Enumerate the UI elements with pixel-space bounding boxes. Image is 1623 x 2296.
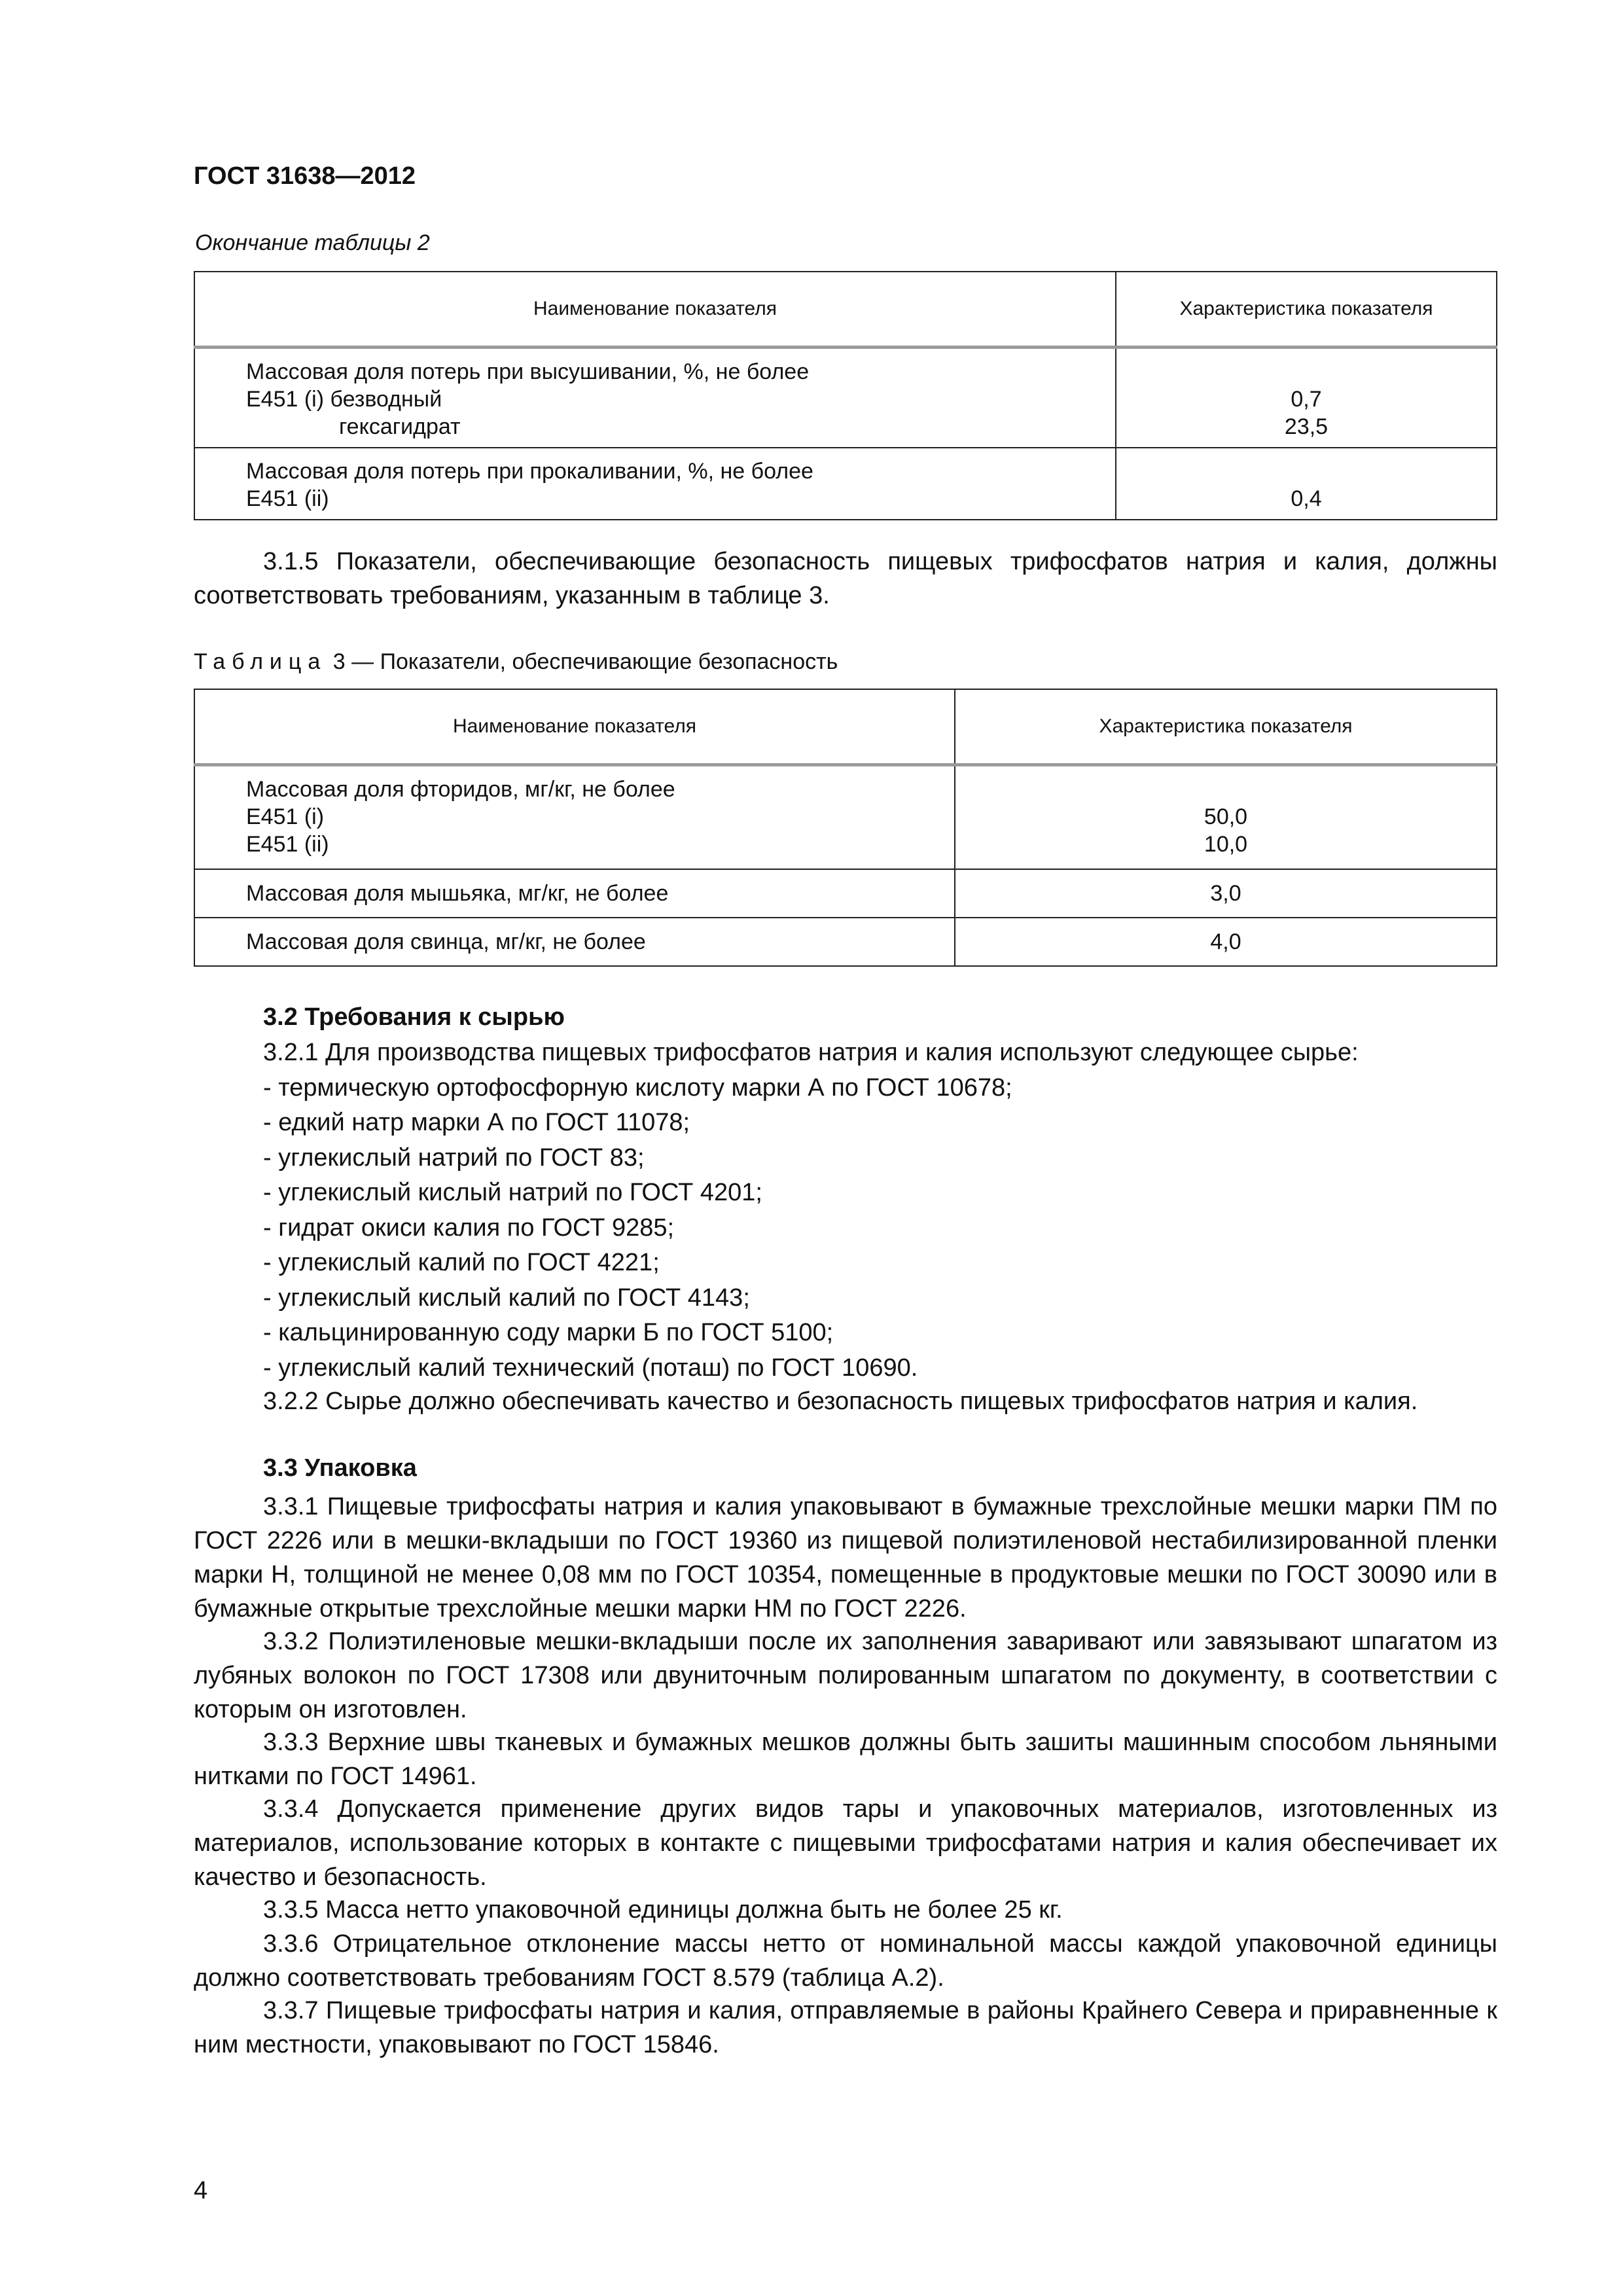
list-item: - гидрат окиси калия по ГОСТ 9285;	[263, 1213, 675, 1242]
paragraph-3-3-4: 3.3.4 Допускается применение других видов тары и упаковочных материалов, изготовленных из материалов, использование которых в контакте с пищевыми трифосфатами натрия и калия обеспечивает их качество и безопасность.	[194, 1795, 1497, 1891]
page-number: 4	[194, 2177, 208, 2204]
paragraph-3-3-3: 3.3.3 Верхние швы тканевых и бумажных мешков должны быть зашиты машинным способом льняными нитками по ГОСТ 14961.	[194, 1729, 1497, 1790]
list-item: - кальцинированную соду марки Б по ГОСТ 5100;	[263, 1319, 834, 1346]
table2-row1-value1: 0,7	[1291, 386, 1322, 412]
list-item: - едкий натр марки А по ГОСТ 11078;	[263, 1109, 690, 1136]
table3-row2-value: 3,0	[955, 869, 1497, 918]
document-header: ГОСТ 31638—2012	[194, 162, 416, 190]
list-item: - углекислый кислый натрий по ГОСТ 4201;	[263, 1179, 762, 1206]
table2-row1-name: Массовая доля потерь при высушивании, %, не более	[246, 359, 810, 384]
paragraph-3-3-7: 3.3.7 Пищевые трифосфаты натрия и калия, отправляемые в районы Крайнего Севера и приравненные к ним местности, упаковывают по ГОСТ 15846.	[194, 1997, 1497, 2058]
table3-row3-value: 4,0	[955, 918, 1497, 966]
paragraph-3-3-2: 3.3.2 Полиэтиленовые мешки-вкладыши после их заполнения заваривают или завязывают шпагатом из лубяных волокон по ГОСТ 17308 или двуниточным полированным шпагатом по документу, в соответствии с которым он изготовлен.	[194, 1628, 1497, 1723]
table2-row2-value: 0,4	[1291, 486, 1322, 511]
table-row	[194, 918, 1497, 966]
table-row	[194, 347, 1497, 448]
table3	[194, 689, 1497, 967]
table2-row2-sub1: Е451 (ii)	[246, 486, 329, 511]
table3-header-name: Наименование показателя	[194, 689, 955, 764]
table3-header-value: Характеристика показателя	[955, 689, 1497, 764]
table2-row2-name: Массовая доля потерь при прокаливании, %, не более	[246, 458, 813, 484]
list-item: - углекислый калий технический (поташ) по ГОСТ 10690.	[263, 1354, 918, 1382]
table2-header-name: Наименование показателя	[194, 272, 1116, 347]
list-item: - углекислый калий по ГОСТ 4221;	[263, 1249, 660, 1276]
table3-row1-value1: 50,0	[1204, 804, 1248, 829]
table-row	[194, 448, 1497, 520]
paragraph-3-1-5: 3.1.5 Показатели, обеспечивающие безопасность пищевых трифосфатов натрия и калия, должны соответствовать требованиям, указанным в таблице 3.	[194, 548, 1497, 609]
table2-row1-sub2: гексагидрат	[339, 414, 461, 439]
table-row	[194, 869, 1497, 918]
section-3-2-1-intro: 3.2.1 Для производства пищевых трифосфатов натрия и калия используют следующее сырье:	[263, 1039, 1359, 1066]
table-row	[194, 764, 1497, 869]
table2-continuation-caption: Окончание таблицы 2	[195, 230, 430, 255]
paragraph-3-2-2: 3.2.2 Сырье должно обеспечивать качество и безопасность пищевых трифосфатов натрия и калия.	[263, 1388, 1418, 1415]
table3-row3-name: Массовая доля свинца, мг/кг, не более	[194, 918, 955, 966]
table3-caption: Таблица 3 — Показатели, обеспечивающие безопасность	[194, 649, 838, 674]
table3-row1-value2: 10,0	[1204, 831, 1248, 857]
section-3-3-title: 3.3 Упаковка	[263, 1454, 417, 1482]
list-item: - термическую ортофосфорную кислоту марки А по ГОСТ 10678;	[263, 1073, 1012, 1102]
paragraph-3-3-6: 3.3.6 Отрицательное отклонение массы нетто от номинальной массы каждой упаковочной единицы должно соответствовать требованиям ГОСТ 8.579 (таблица А.2).	[194, 1930, 1497, 1992]
materials-list	[263, 1035, 1359, 1386]
table2	[194, 271, 1497, 520]
section-3-2-title: 3.2 Требования к сырью	[263, 1003, 565, 1031]
paragraph-3-3-5: 3.3.5 Масса нетто упаковочной единицы должна быть не более 25 кг.	[263, 1896, 1063, 1924]
paragraph-3-3-1: 3.3.1 Пищевые трифосфаты натрия и калия упаковывают в бумажные трехслойные мешки марки ПМ по ГОСТ 2226 или в мешки-вкладыши по ГОСТ 19360 из пищевой полиэтиленовой нестабилизированной пленки марки Н, толщиной не менее 0,08 мм по ГОСТ 10354, помещенные в продуктовые мешки по ГОСТ 30090 или в бумажные открытые трехслойные мешки марки НМ по ГОСТ 2226.	[194, 1493, 1497, 1623]
table2-row1-sub1: Е451 (i) безводный	[246, 386, 442, 412]
table3-row1-sub1: Е451 (i)	[246, 804, 325, 829]
list-item: - углекислый натрий по ГОСТ 83;	[263, 1143, 645, 1172]
list-item: - углекислый кислый калий по ГОСТ 4143;	[263, 1283, 750, 1312]
table3-row2-name: Массовая доля мышьяка, мг/кг, не более	[194, 869, 955, 918]
table2-header-value: Характеристика показателя	[1116, 272, 1497, 347]
table3-row1-name: Массовая доля фторидов, мг/кг, не более	[246, 776, 675, 802]
table2-row1-value2: 23,5	[1284, 414, 1329, 439]
table3-row1-sub2: Е451 (ii)	[246, 831, 329, 857]
